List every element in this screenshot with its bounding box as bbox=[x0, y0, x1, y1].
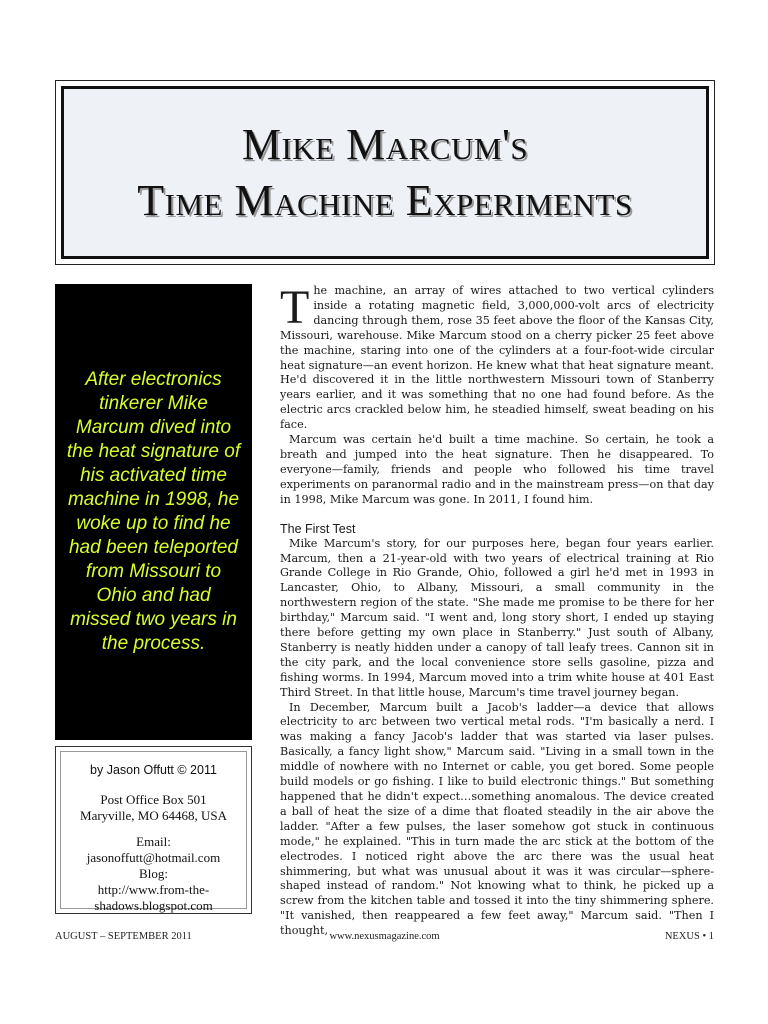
footer-issue-date: AUGUST – SEPTEMBER 2011 bbox=[55, 931, 192, 942]
byline-blog-url-2[interactable]: shadows.blogspot.com bbox=[94, 898, 213, 913]
article-paragraph-2: Marcum was certain he'd built a time machine. So certain, he took a breath and jumped into the heat signature. Then he disappeared. To everyone—family, friends and people who followed his time travel experiments on paranormal radio and in the mainstream press—on that day in 1998, Mike Marcum was gone. In 2011, I found him. bbox=[280, 433, 714, 506]
article-paragraph-3: Mike Marcum's story, for our purposes here, began four years earlier. Marcum, then a 21-year-old with two years of electrical training at Rio Grande College in Rio Grande, Ohio, followed a girl he'd met in 1993 in Lancaster, Ohio, to Albany, Missouri, a small community in the northwestern region of the state. "She made me promise to be there for her birthday," Marcum said. "I went and, long story short, I ended up staying there before getting my own place in Stanberry." Just south of Albany, Stanberry is neatly hidden under a canopy of tall leafy trees. Cannon sit in the city park, and the local convenience store sells gasoline, pizza and fishing worms. In 1994, Marcum moved into a trim white house at 401 East Third Street. In that little house, Marcum's time travel journey began. bbox=[280, 536, 714, 699]
article-paragraph-4: In December, Marcum built a Jacob's ladder—a device that allows electricity to arc between two vertical metal rods. "I'm basically a nerd. I was making a fancy Jacob's ladder that was started via laser pulses. Basically, a fancy light show," Marcum said. "Living in a small town in the middle of nowhere with no Internet or cable, you get bored. Some people build models or go fishing. I like to build electronic things." But something happened that he didn't expect…something anomalous. The device created a ball of heat the size of a dime that floated steadily in the air above the ladder. "After a few pulses, the laser somehow got stuck in continuous mode," he explained. "This in turn made the arc stick at the bottom of the electrodes. I noticed right above the arc there was the usual heat shimmering, but what was unusual about it was it was circular—sphere-shaped instead of random." Not knowing what to think, he picked up a screw from the kitchen table and tossed it into the tiny shimmering sphere. "It vanished, then reappeared a few feet away," Marcum said. "Then I thought, bbox=[280, 700, 714, 938]
article-paragraph-1-text: he machine, an array of wires attached to two vertical cylinders inside a rotating magnetic field, 3,000,000-volt arcs of electricity dancing through them, rose 35 feet above the floor of the Kansas City, Missouri, warehouse. Mike Marcum stood on a cherry picker 25 feet above the machine, staring into one of the cylinders at a four-foot-wide circular heat signature—an event horizon. He knew what that heat signature meant. He'd discovered it in the little northwestern Missouri town of Stanberry years earlier, and it was something that no one had found before. As the electric arcs crackled below him, he steadied himself, sweat beading on his face. bbox=[280, 284, 714, 432]
byline-blog-label: Blog: bbox=[139, 866, 168, 881]
drop-cap: T bbox=[280, 281, 310, 334]
byline-email[interactable]: jasonoffutt@hotmail.com bbox=[86, 850, 221, 865]
title-line-1: Mike Marcum's bbox=[241, 120, 529, 169]
byline-blog-url-1[interactable]: http://www.from-the- bbox=[97, 882, 210, 897]
byline-address-line-2: Maryville, MO 64468, USA bbox=[80, 808, 227, 823]
footer-page-number: NEXUS • 1 bbox=[664, 931, 714, 942]
article-paragraph-1 bbox=[280, 281, 714, 433]
pull-quote-box bbox=[55, 284, 252, 740]
pull-quote-text: After electronics tinkerer Mike Marcum dived into the heat signature of his activated time machine in 1998, he woke up to find he had been teleported from Missouri to Ohio and had missed two years in the process. bbox=[66, 369, 241, 654]
title-line-2: Time Machine Experiments bbox=[137, 176, 633, 225]
byline-address-line-1: Post Office Box 501 bbox=[100, 792, 207, 807]
byline-inner-border bbox=[60, 751, 247, 913]
byline-author: by Jason Offutt © 2011 bbox=[90, 763, 217, 777]
page-footer bbox=[55, 931, 714, 945]
byline-box bbox=[55, 746, 252, 914]
footer-website[interactable]: www.nexusmagazine.com bbox=[329, 931, 440, 942]
section-heading: The First Test bbox=[280, 521, 356, 536]
byline-email-label: Email: bbox=[136, 834, 171, 849]
article-body bbox=[280, 281, 714, 939]
title-frame bbox=[55, 80, 715, 265]
title-box bbox=[61, 86, 709, 259]
